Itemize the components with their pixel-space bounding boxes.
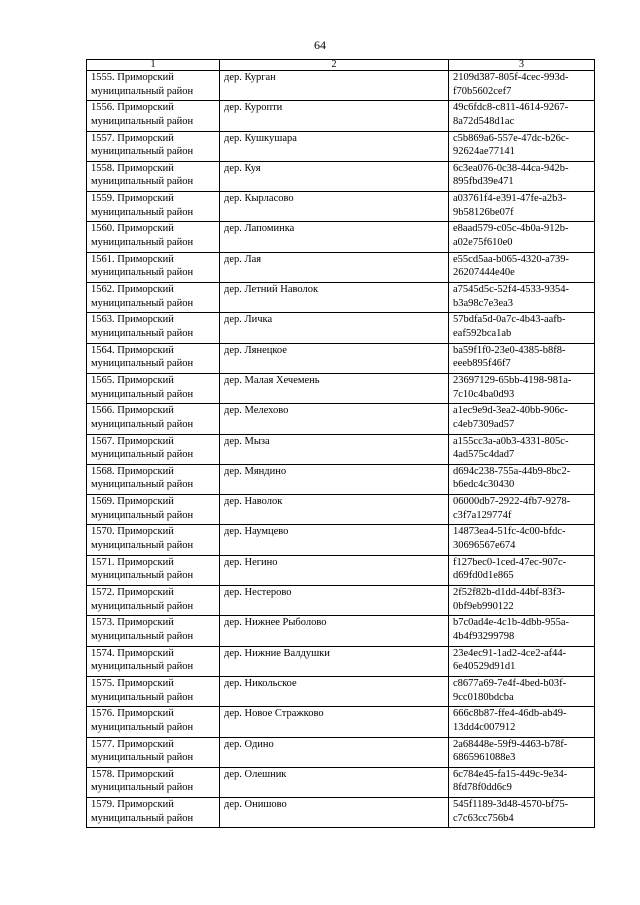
uid-cell-line: 13dd4c007912	[453, 721, 516, 733]
settlement-cell-text: дер. Наумцево	[224, 526, 289, 538]
district-cell-line: 1578. Приморский	[91, 768, 174, 780]
district-cell-line: 1579. Приморский	[91, 799, 174, 811]
settlement-cell	[220, 434, 449, 464]
district-cell-line: 1571. Приморский	[91, 556, 174, 568]
settlement-cell	[220, 131, 449, 161]
district-cell	[87, 707, 220, 737]
uid-cell-line: c8677a69-7e4f-4bed-b03f-	[453, 677, 567, 689]
table-row	[87, 676, 595, 706]
uid-cell-line: d69fd0d1e865	[453, 570, 514, 582]
table-row	[87, 707, 595, 737]
uid-cell-line: 2109d387-805f-4cec-993d-	[453, 72, 569, 83]
district-cell-line: муниципальный район	[91, 449, 194, 461]
district-cell	[87, 71, 220, 101]
district-cell-line: муниципальный район	[91, 418, 194, 430]
uid-cell-line: 6865961088e3	[453, 752, 516, 764]
table-row	[87, 192, 595, 222]
table-row	[87, 101, 595, 131]
settlement-cell-text: дер. Куропти	[224, 102, 283, 114]
district-cell-line: муниципальный район	[91, 237, 194, 249]
settlement-cell-text: дер. Лая	[224, 253, 262, 265]
table-row	[87, 555, 595, 585]
district-cell	[87, 101, 220, 131]
district-cell-line: муниципальный район	[91, 812, 194, 824]
district-cell-line: 1565. Приморский	[91, 374, 174, 386]
table-row	[87, 373, 595, 403]
district-cell-line: 1575. Приморский	[91, 677, 174, 689]
uid-cell	[449, 767, 595, 797]
column-header-3: 3	[449, 60, 595, 71]
settlement-cell-text: дер. Нижнее Рыболово	[224, 617, 327, 629]
table-row	[87, 798, 595, 828]
district-cell	[87, 434, 220, 464]
district-cell-line: муниципальный район	[91, 388, 194, 400]
settlement-cell	[220, 798, 449, 828]
table-row	[87, 404, 595, 434]
district-cell	[87, 767, 220, 797]
district-cell-line: 1564. Приморский	[91, 344, 174, 356]
district-cell-line: 1559. Приморский	[91, 193, 174, 205]
settlement-cell	[220, 646, 449, 676]
district-cell	[87, 586, 220, 616]
uid-cell	[449, 586, 595, 616]
district-cell-line: 1576. Приморский	[91, 708, 174, 720]
table-row	[87, 525, 595, 555]
settlement-cell	[220, 616, 449, 646]
uid-cell	[449, 373, 595, 403]
district-cell	[87, 313, 220, 343]
district-cell-line: муниципальный район	[91, 782, 194, 794]
uid-cell-line: 2f52f82b-d1dd-44bf-83f3-	[453, 587, 565, 599]
district-cell	[87, 161, 220, 191]
settlement-cell	[220, 101, 449, 131]
settlement-cell	[220, 707, 449, 737]
settlement-cell-text: дер. Летний Наволок	[224, 284, 319, 296]
uid-cell	[449, 222, 595, 252]
table-row	[87, 222, 595, 252]
district-cell-line: 1561. Приморский	[91, 253, 174, 265]
district-cell-line: муниципальный район	[91, 570, 194, 582]
uid-cell-line: 06000db7-2922-4fb7-9278-	[453, 496, 571, 508]
settlement-cell-text: дер. Нижние Валдушки	[224, 647, 330, 659]
district-cell	[87, 616, 220, 646]
uid-cell-line: b6edc4c30430	[453, 479, 515, 491]
table-row	[87, 434, 595, 464]
uid-cell	[449, 343, 595, 373]
uid-cell-line: a1ec9e9d-3ea2-40bb-906c-	[453, 405, 568, 417]
table-header	[87, 60, 595, 71]
uid-cell-line: c5b869a6-557e-47dc-b26c-	[453, 132, 570, 144]
uid-cell	[449, 616, 595, 646]
uid-cell-line: 92624ae77141	[453, 146, 515, 158]
settlement-cell-text: дер. Мыза	[224, 435, 270, 447]
settlement-cell-text: дер. Кушкушара	[224, 132, 297, 144]
uid-cell	[449, 313, 595, 343]
uid-cell	[449, 434, 595, 464]
uid-cell	[449, 707, 595, 737]
uid-cell-line: 9cc0180bdcba	[453, 691, 514, 703]
settlement-cell-text: дер. Курган	[224, 72, 276, 83]
district-cell-line: 1572. Приморский	[91, 587, 174, 599]
uid-cell	[449, 676, 595, 706]
uid-cell	[449, 101, 595, 131]
uid-cell-line: 26207444e40e	[453, 267, 515, 279]
table-row	[87, 737, 595, 767]
settlement-cell-text: дер. Лянецкое	[224, 344, 287, 356]
district-cell-line: муниципальный район	[91, 115, 194, 127]
settlement-cell-text: дер. Олешник	[224, 768, 287, 780]
district-cell	[87, 646, 220, 676]
district-cell	[87, 555, 220, 585]
uid-cell	[449, 252, 595, 282]
uid-cell-line: 9b58126be07f	[453, 206, 514, 218]
settlement-cell-text: дер. Одино	[224, 738, 274, 750]
table-row	[87, 767, 595, 797]
district-cell	[87, 252, 220, 282]
settlement-cell	[220, 252, 449, 282]
district-cell-line: муниципальный район	[91, 600, 194, 612]
district-cell	[87, 192, 220, 222]
district-cell	[87, 495, 220, 525]
settlement-cell-text: дер. Новое Стражково	[224, 708, 324, 720]
uid-cell-line: c4eb7309ad57	[453, 418, 515, 430]
uid-cell-line: 895fbd39e471	[453, 176, 514, 188]
district-cell-line: муниципальный район	[91, 297, 194, 309]
uid-cell-line: a7545d5c-52f4-4533-9354-	[453, 284, 570, 296]
uid-cell-line: e8aad579-c05c-4b0a-912b-	[453, 223, 569, 235]
district-cell-line: 1567. Приморский	[91, 435, 174, 447]
uid-cell	[449, 555, 595, 585]
uid-cell-line: 6e40529d91d1	[453, 661, 516, 673]
uid-cell-line: 23e4ec91-1ad2-4ce2-af44-	[453, 647, 567, 659]
district-cell	[87, 283, 220, 313]
table-row	[87, 161, 595, 191]
district-cell	[87, 676, 220, 706]
district-cell-line: муниципальный район	[91, 752, 194, 764]
settlement-cell	[220, 555, 449, 585]
settlement-cell-text: дер. Кырласово	[224, 193, 294, 205]
uid-cell	[449, 737, 595, 767]
table-header-row	[87, 60, 595, 71]
uid-cell	[449, 464, 595, 494]
uid-cell-line: 4ad575c4dad7	[453, 449, 515, 461]
district-cell-line: 1570. Приморский	[91, 526, 174, 538]
district-cell-line: муниципальный район	[91, 509, 194, 521]
uid-cell-line: a03761f4-e391-47fe-a2b3-	[453, 193, 567, 205]
uid-cell	[449, 525, 595, 555]
district-cell-line: 1555. Приморский	[91, 72, 174, 83]
district-cell	[87, 373, 220, 403]
district-cell-line: муниципальный район	[91, 146, 194, 158]
settlement-cell	[220, 737, 449, 767]
district-cell	[87, 737, 220, 767]
uid-cell-line: 23697129-65bb-4198-981a-	[453, 374, 572, 386]
settlement-cell	[220, 464, 449, 494]
uid-cell	[449, 131, 595, 161]
column-header-1: 1	[87, 60, 220, 71]
uid-cell-line: a02e75f610e0	[453, 237, 513, 249]
district-cell-line: 1573. Приморский	[91, 617, 174, 629]
district-cell-line: муниципальный район	[91, 721, 194, 733]
district-cell	[87, 464, 220, 494]
uid-cell	[449, 404, 595, 434]
uid-cell-line: 4b4f93299798	[453, 630, 515, 642]
district-cell-line: 1566. Приморский	[91, 405, 174, 417]
district-cell-line: муниципальный район	[91, 540, 194, 552]
uid-cell-line: 6c784e45-fa15-449c-9e34-	[453, 768, 568, 780]
district-cell	[87, 798, 220, 828]
district-cell-line: муниципальный район	[91, 327, 194, 339]
district-cell-line: 1557. Приморский	[91, 132, 174, 144]
district-cell-line: муниципальный район	[91, 206, 194, 218]
uid-cell-line: f70b5602cef7	[453, 85, 512, 97]
district-cell-line: 1577. Приморский	[91, 738, 174, 750]
district-cell-line: муниципальный район	[91, 661, 194, 673]
settlement-cell-text: дер. Негино	[224, 556, 278, 568]
table-row	[87, 616, 595, 646]
page-number: 64	[314, 38, 326, 52]
district-cell-line: муниципальный район	[91, 358, 194, 370]
district-cell-line: 1558. Приморский	[91, 162, 174, 174]
uid-cell-line: ba59f1f0-23e0-4385-b8f8-	[453, 344, 566, 356]
settlement-cell	[220, 343, 449, 373]
uid-cell	[449, 192, 595, 222]
settlement-cell-text: дер. Личка	[224, 314, 273, 326]
uid-cell-line: 57bdfa5d-0a7c-4b43-aafb-	[453, 314, 566, 326]
table-row	[87, 464, 595, 494]
district-cell-line: муниципальный район	[91, 691, 194, 703]
settlement-cell-text: дер. Нестерово	[224, 587, 292, 599]
uid-cell-line: b7c0ad4e-4c1b-4dbb-955a-	[453, 617, 570, 629]
uid-cell-line: 545f1189-3d48-4570-bf75-	[453, 799, 569, 811]
district-cell	[87, 525, 220, 555]
table-row	[87, 343, 595, 373]
uid-cell-line: 49c6fdc8-c811-4614-9267-	[453, 102, 569, 114]
uid-cell	[449, 495, 595, 525]
table-row	[87, 313, 595, 343]
district-cell-line: 1556. Приморский	[91, 102, 174, 114]
uid-cell-line: eaf592bca1ab	[453, 327, 512, 339]
settlement-cell	[220, 71, 449, 101]
uid-cell	[449, 646, 595, 676]
table-row	[87, 495, 595, 525]
table-row	[87, 646, 595, 676]
district-cell-line: 1569. Приморский	[91, 496, 174, 508]
district-cell-line: 1560. Приморский	[91, 223, 174, 235]
settlement-cell	[220, 495, 449, 525]
uid-cell-line: 8fd78f0dd6c9	[453, 782, 512, 794]
uid-cell-line: c3f7a129774f	[453, 509, 512, 521]
uid-cell-line: 8a72d548d1ac	[453, 115, 515, 127]
table-body	[87, 71, 595, 828]
district-cell-line: 1562. Приморский	[91, 284, 174, 296]
settlement-cell	[220, 313, 449, 343]
settlement-cell-text: дер. Онишово	[224, 799, 287, 811]
settlement-cell	[220, 161, 449, 191]
table-row	[87, 252, 595, 282]
uid-cell-line: 30696567e674	[453, 540, 516, 552]
table-row	[87, 283, 595, 313]
uid-cell-line: a155cc3a-a0b3-4331-805c-	[453, 435, 569, 447]
district-cell-line: муниципальный район	[91, 85, 194, 97]
district-cell-line: муниципальный район	[91, 267, 194, 279]
uid-cell-line: e55cd5aa-b065-4320-a739-	[453, 253, 570, 265]
district-cell-line: муниципальный район	[91, 630, 194, 642]
table-row	[87, 71, 595, 101]
district-cell-line: 1574. Приморский	[91, 647, 174, 659]
settlement-cell-text: дер. Никольское	[224, 677, 297, 689]
uid-cell-line: 0bf9eb990122	[453, 600, 514, 612]
uid-cell-line: c7c63cc756b4	[453, 812, 514, 824]
settlement-cell-text: дер. Наволок	[224, 496, 283, 508]
uid-cell	[449, 71, 595, 101]
settlement-cell-text: дер. Куя	[224, 162, 261, 174]
uid-cell-line: 666c8b87-ffe4-46db-ab49-	[453, 708, 567, 720]
district-cell	[87, 222, 220, 252]
settlement-cell-text: дер. Мяндино	[224, 465, 287, 477]
settlement-registry-table	[86, 59, 595, 828]
settlement-cell	[220, 525, 449, 555]
district-cell-line: 1568. Приморский	[91, 465, 174, 477]
district-cell-line: 1563. Приморский	[91, 314, 174, 326]
settlement-cell-text: дер. Малая Хечемень	[224, 374, 320, 386]
district-cell	[87, 131, 220, 161]
uid-cell-line: eeeb895f46f7	[453, 358, 511, 370]
table-row	[87, 586, 595, 616]
district-cell	[87, 404, 220, 434]
table-row	[87, 131, 595, 161]
uid-cell-line: 2a68448e-59f9-4463-b78f-	[453, 738, 568, 750]
settlement-cell	[220, 404, 449, 434]
settlement-cell	[220, 586, 449, 616]
settlement-cell	[220, 767, 449, 797]
uid-cell	[449, 161, 595, 191]
uid-cell-line: f127bec0-1ced-47ec-907c-	[453, 556, 567, 568]
district-cell-line: муниципальный район	[91, 176, 194, 188]
settlement-cell	[220, 222, 449, 252]
settlement-cell	[220, 283, 449, 313]
uid-cell-line: 6c3ea076-0c38-44ca-942b-	[453, 162, 569, 174]
uid-cell-line: 14873ea4-51fc-4c00-bfdc-	[453, 526, 566, 538]
settlement-cell	[220, 676, 449, 706]
settlement-cell	[220, 192, 449, 222]
district-cell	[87, 343, 220, 373]
settlement-cell-text: дер. Лапоминка	[224, 223, 295, 235]
uid-cell	[449, 283, 595, 313]
district-cell-line: муниципальный район	[91, 479, 194, 491]
settlement-cell-text: дер. Мелехово	[224, 405, 289, 417]
uid-cell	[449, 798, 595, 828]
settlement-cell	[220, 373, 449, 403]
column-header-2: 2	[220, 60, 449, 71]
uid-cell-line: d694c238-755a-44b9-8bc2-	[453, 465, 571, 477]
uid-cell-line: 7c10c4ba0d93	[453, 388, 515, 400]
uid-cell-line: b3a98c7e3ea3	[453, 297, 514, 309]
